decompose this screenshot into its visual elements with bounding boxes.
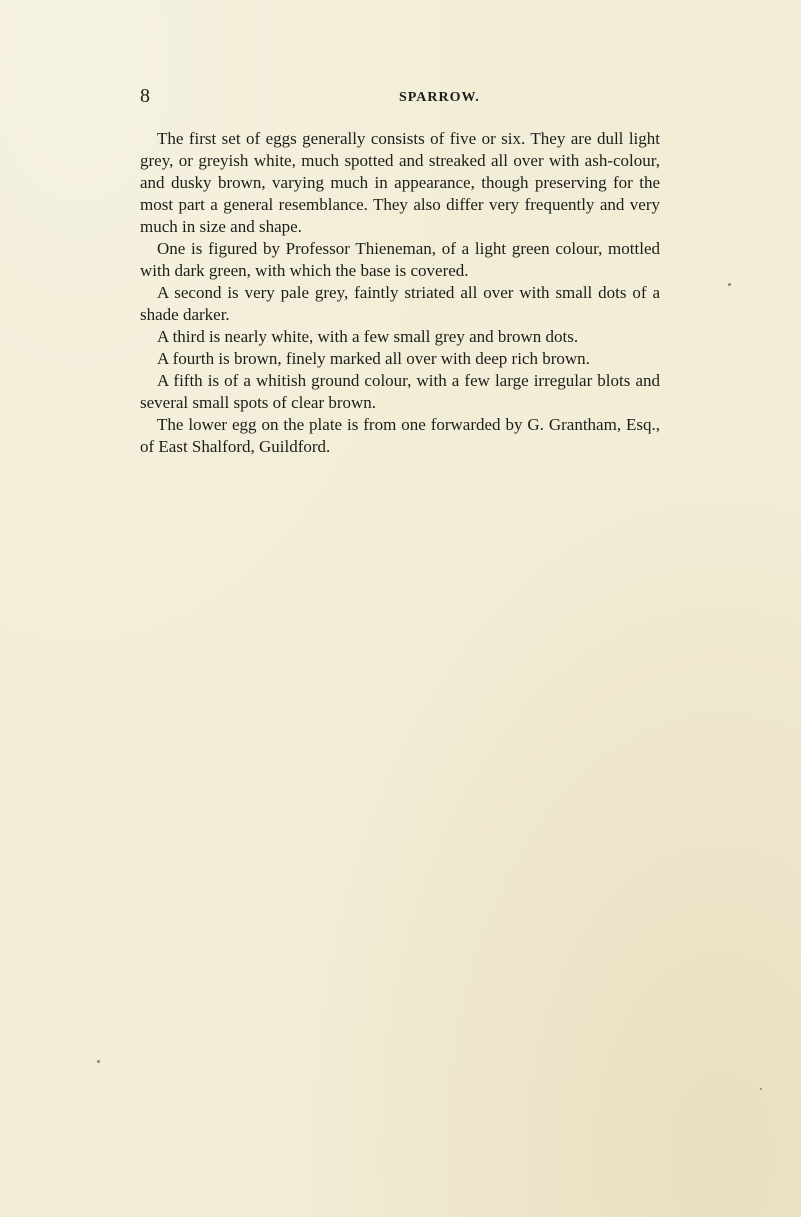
paper-speck <box>728 283 731 286</box>
running-title: SPARROW. <box>399 90 480 105</box>
paragraph: A second is very pale grey, faintly striated all over with small dots of a shade darker. <box>140 283 660 324</box>
paragraph: A third is nearly white, with a few small grey and brown dots. <box>157 327 579 346</box>
paper-speck <box>760 1088 762 1090</box>
paragraph: The first set of eggs generally consists of five or six. They are dull light grey, or greyish white, much spotted and streaked all over with ash-colour, and dusky brown, varying much in appearance, though preserving for the most part a general resemblance. They also differ very frequently and very much in size and shape. <box>140 129 660 236</box>
body-text <box>140 128 660 458</box>
page-number: 8 <box>140 85 150 107</box>
paper-speck <box>97 1060 100 1063</box>
paragraph: A fourth is brown, finely marked all over with deep rich brown. <box>157 349 590 368</box>
paragraph: The lower egg on the plate is from one forwarded by G. Grantham, Esq., of East Shalford, Guildford. <box>140 415 660 456</box>
paragraph: A fifth is of a whitish ground colour, with a few large irregular blots and several small spots of clear brown. <box>140 371 660 412</box>
paragraph: One is figured by Professor Thieneman, of a light green colour, mottled with dark green, with which the base is covered. <box>140 239 660 280</box>
